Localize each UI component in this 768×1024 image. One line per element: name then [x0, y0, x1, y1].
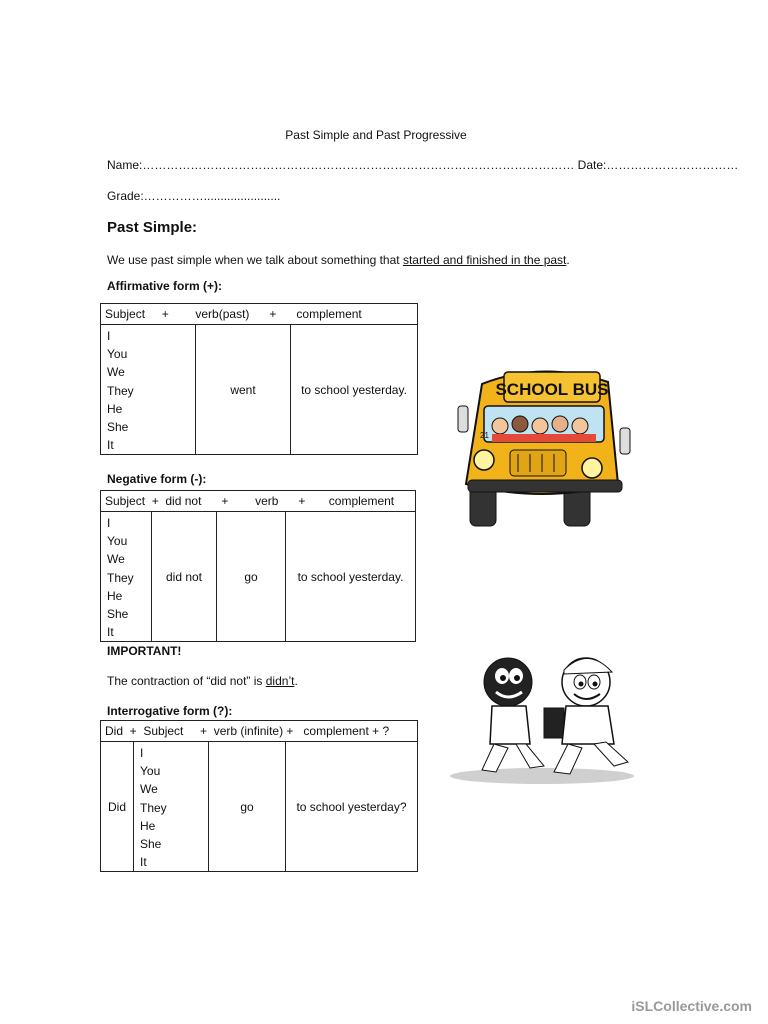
- subject-item: She: [140, 837, 162, 852]
- subject-item: You: [107, 347, 128, 362]
- negative-verb: go: [217, 512, 286, 642]
- affirmative-heading: Affirmative form (+):: [107, 279, 223, 293]
- interrogative-header-row: Did + Subject + verb (infinite) + complement + ?: [101, 721, 418, 742]
- negative-heading: Negative form (-):: [107, 472, 207, 486]
- negative-header-row: Subject + did not + verb + complement: [101, 491, 416, 512]
- subject-item: He: [107, 401, 123, 416]
- subject-item: He: [107, 588, 123, 603]
- negative-complement: to school yesterday.: [286, 512, 416, 642]
- subject-item: I: [140, 746, 144, 760]
- contraction-note: [107, 674, 298, 688]
- section-title: Past Simple:: [107, 219, 198, 236]
- negative-auxiliary: did not: [152, 512, 217, 642]
- interrogative-subjects: [134, 742, 209, 872]
- contraction-prefix: The contraction of “did not” is: [107, 674, 266, 688]
- interrogative-heading: Interrogative form (?):: [107, 704, 233, 718]
- negative-subjects: [101, 512, 152, 642]
- subject-item: She: [107, 420, 129, 435]
- intro-suffix: .: [566, 253, 570, 267]
- interrogative-table: [100, 720, 418, 872]
- contraction-underlined: didn’t: [265, 674, 295, 688]
- subject-item: We: [107, 365, 125, 380]
- subject-item: I: [107, 329, 111, 343]
- boys-walking-illustration: [446, 648, 638, 786]
- bus-number: 21: [480, 431, 489, 440]
- intro-underlined: started and finished in the past: [402, 253, 567, 267]
- subject-item: It: [140, 855, 147, 870]
- bus-sign-text: SCHOOL BUS: [495, 380, 609, 399]
- subject-item: We: [107, 552, 125, 567]
- subject-item: It: [107, 438, 114, 453]
- contraction-suffix: .: [294, 674, 298, 688]
- subject-item: They: [107, 383, 134, 398]
- important-label: IMPORTANT!: [107, 644, 182, 658]
- subject-item: I: [107, 516, 111, 530]
- subject-item: They: [107, 570, 134, 585]
- subject-item: You: [140, 764, 161, 779]
- subject-item: They: [140, 800, 167, 815]
- affirmative-complement: to school yesterday.: [291, 325, 418, 455]
- affirmative-subjects: [101, 325, 196, 455]
- watermark: iSLCollective.com: [631, 998, 752, 1014]
- interrogative-auxiliary: Did: [101, 742, 134, 872]
- intro-prefix: We use past simple when we talk about something that: [107, 253, 403, 267]
- interrogative-verb: go: [209, 742, 286, 872]
- school-bus-illustration: [452, 364, 638, 534]
- intro-sentence: [107, 253, 570, 267]
- subject-item: You: [107, 534, 128, 549]
- interrogative-complement: to school yesterday?: [286, 742, 418, 872]
- affirmative-verb: went: [196, 325, 291, 455]
- negative-table: [100, 490, 416, 642]
- subject-item: He: [140, 818, 156, 833]
- subject-item: We: [140, 782, 158, 797]
- subject-item: It: [107, 625, 114, 640]
- affirmative-table: [100, 303, 418, 455]
- affirmative-header-row: Subject + verb(past) + complement: [101, 304, 418, 325]
- grade-line: Grade:…………….......................: [107, 189, 281, 203]
- name-date-line: Name:……………………………………………………………………………………………… Date:……………………………: [107, 158, 739, 172]
- page-title: Past Simple and Past Progressive: [285, 128, 467, 142]
- subject-item: She: [107, 607, 129, 622]
